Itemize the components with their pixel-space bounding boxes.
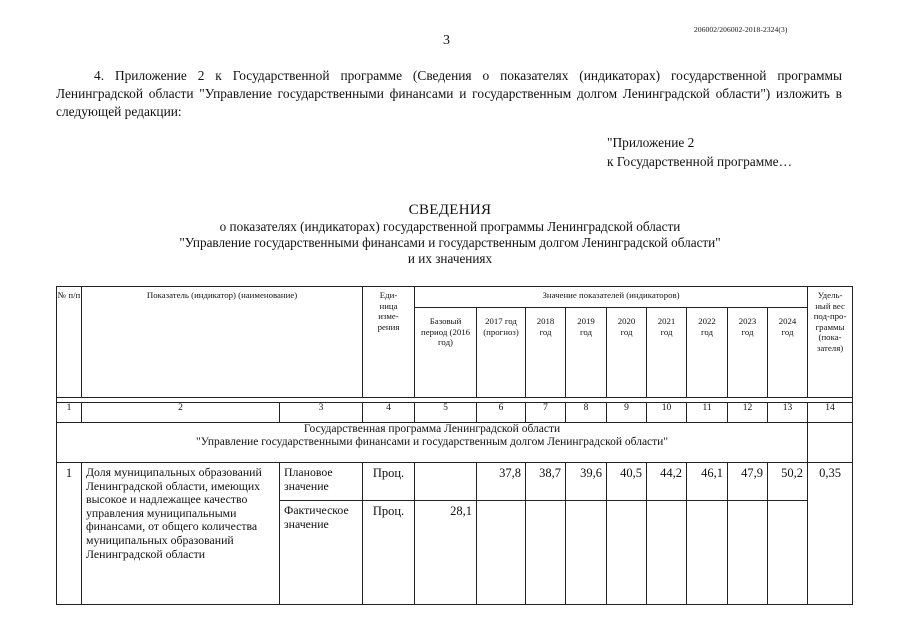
document-heading <box>90 201 810 267</box>
col-number: 7 <box>526 403 566 423</box>
page-number: 3 <box>443 33 450 48</box>
unit-plan: Проц. <box>363 463 415 501</box>
program-weight-empty <box>808 423 853 463</box>
actual-value-2020 <box>607 501 647 605</box>
header-values-group: Значение показателей (индикаторов) <box>415 287 808 308</box>
header-year-2023: 2023 год <box>728 308 768 398</box>
document-id: 206002/206002-2018-2324(3) <box>694 25 788 34</box>
plan-value-base <box>415 463 477 501</box>
header-indicator: Показатель (индикатор) (наименование) <box>82 287 363 398</box>
header-unit: Еди-ница изме-рения <box>363 287 415 398</box>
actual-value-2024 <box>768 501 808 605</box>
actual-value-2022 <box>687 501 728 605</box>
header-year-2020: 2020 год <box>607 308 647 398</box>
heading-line-1: о показателях (индикаторах) государственной программы Ленинградской области <box>219 219 681 234</box>
col-number: 3 <box>280 403 363 423</box>
header-year-2024: 2024 год <box>768 308 808 398</box>
plan-value-2017: 37,8 <box>477 463 526 501</box>
plan-value-2021: 44,2 <box>647 463 687 501</box>
plan-value-2023: 47,9 <box>728 463 768 501</box>
table-row <box>57 463 853 501</box>
col-number: 8 <box>566 403 607 423</box>
plan-value-2018: 38,7 <box>526 463 566 501</box>
header-year-2018: 2018 год <box>526 308 566 398</box>
col-number: 10 <box>647 403 687 423</box>
header-year-2022: 2022 год <box>687 308 728 398</box>
header-num: № п/п <box>57 287 82 398</box>
column-numbers-row <box>57 403 853 423</box>
col-number: 12 <box>728 403 768 423</box>
appendix-line-2: к Государственной программе… <box>607 154 793 169</box>
value-type-actual: Фактическое значение <box>280 501 363 605</box>
indicator-name: Доля муниципальных образований Ленинградской области, имеющих высокое и надлежащее качество управления муниципальными финансами, от общего количества муниципальных образований Ленинградской области <box>82 463 280 605</box>
col-number: 1 <box>57 403 82 423</box>
plan-value-2024: 50,2 <box>768 463 808 501</box>
plan-value-2022: 46,1 <box>687 463 728 501</box>
col-number: 13 <box>768 403 808 423</box>
program-title-row <box>57 423 853 463</box>
header-weight: Удель-ный вес под-про-граммы (пока-зателя) <box>808 287 853 398</box>
header-year-2017: 2017 год (прогноз) <box>477 308 526 398</box>
col-number: 14 <box>808 403 853 423</box>
weight-value: 0,35 <box>808 463 853 605</box>
col-number: 9 <box>607 403 647 423</box>
col-number: 6 <box>477 403 526 423</box>
col-number: 4 <box>363 403 415 423</box>
header-year-2019: 2019 год <box>566 308 607 398</box>
appendix-line-1: "Приложение 2 <box>607 135 695 150</box>
actual-value-2021 <box>647 501 687 605</box>
header-year-base: Базовый период (2016 год) <box>415 308 477 398</box>
plan-value-2020: 40,5 <box>607 463 647 501</box>
actual-value-2018 <box>526 501 566 605</box>
intro-paragraph: 4. Приложение 2 к Государственной программе (Сведения о показателях (индикаторах) государственной программы Ленинградской области "Управление государственными финансами и государственным долгом Ленинградской области") изложить в следующей редакции: <box>56 68 842 120</box>
actual-value-2017 <box>477 501 526 605</box>
indicators-table <box>56 286 853 605</box>
actual-value-base: 28,1 <box>415 501 477 605</box>
col-number: 2 <box>82 403 280 423</box>
unit-actual: Проц. <box>363 501 415 605</box>
heading-line-2: "Управление государственными финансами и государственным долгом Ленинградской области" <box>179 235 721 250</box>
appendix-reference <box>607 133 792 171</box>
header-year-2021: 2021 год <box>647 308 687 398</box>
col-number: 11 <box>687 403 728 423</box>
program-title-line-1: Государственная программа Ленинградской области <box>303 423 561 435</box>
plan-value-2019: 39,6 <box>566 463 607 501</box>
program-title-line-2: "Управление государственными финансами и государственным долгом Ленинградской области" <box>196 436 669 448</box>
actual-value-2019 <box>566 501 607 605</box>
heading-line-3: и их значениях <box>407 251 493 266</box>
actual-value-2023 <box>728 501 768 605</box>
col-number: 5 <box>415 403 477 423</box>
row-number: 1 <box>57 463 82 605</box>
program-title <box>57 423 808 463</box>
value-type-plan: Плановое значение <box>280 463 363 501</box>
heading-title: СВЕДЕНИЯ <box>408 202 492 218</box>
